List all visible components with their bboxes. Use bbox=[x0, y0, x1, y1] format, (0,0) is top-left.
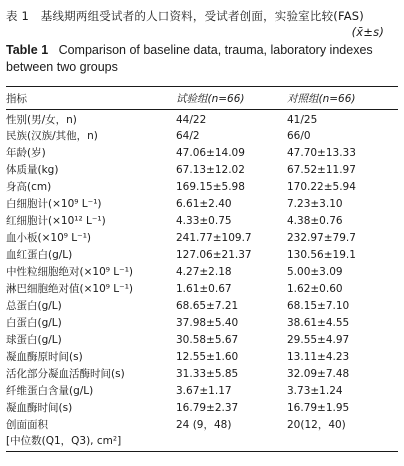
row-test-value: 67.13±12.02 bbox=[176, 164, 245, 176]
row-control-value: 3.73±1.24 bbox=[287, 385, 343, 397]
row-label: 活化部分凝血活酶时间(s) bbox=[6, 368, 125, 380]
row-test-value: 127.06±21.37 bbox=[176, 249, 252, 261]
row-control-value: 38.61±4.55 bbox=[287, 317, 350, 329]
row-control-value: 4.38±0.76 bbox=[287, 215, 343, 227]
row-label: 体质量(kg) bbox=[6, 164, 59, 176]
row-test-value: 30.58±5.67 bbox=[176, 334, 239, 346]
row-test-value: 31.33±5.85 bbox=[176, 368, 239, 380]
row-label: 总蛋白(g/L) bbox=[6, 300, 62, 312]
row-label: 性别(男/女，n) bbox=[6, 114, 77, 126]
table-bottom-rule bbox=[6, 451, 398, 452]
row-test-value: 1.61±0.67 bbox=[176, 283, 232, 295]
row-control-value: 232.97±79.7 bbox=[287, 232, 356, 244]
row-test-value: 4.27±2.18 bbox=[176, 266, 232, 278]
caption-en-title: Comparison of baseline data, trauma, laboratory indexes between two groups bbox=[6, 43, 373, 74]
caption-zh-line2: (x̄±s) bbox=[351, 25, 384, 39]
row-test-value: 169.15±5.98 bbox=[176, 181, 245, 193]
row-control-value: 67.52±11.97 bbox=[287, 164, 356, 176]
row-label: 创面面积 bbox=[6, 419, 48, 431]
row-test-value: 241.77±109.7 bbox=[176, 232, 252, 244]
row-label: 血小板(×10⁹ L⁻¹) bbox=[6, 232, 91, 244]
row-label: 白蛋白(g/L) bbox=[6, 317, 62, 329]
row-control-value: 7.23±3.10 bbox=[287, 198, 343, 210]
row-label: 淋巴细胞绝对值(×10⁹ L⁻¹) bbox=[6, 283, 133, 295]
row-control-value: 16.79±1.95 bbox=[287, 402, 350, 414]
row-control-value: 5.00±3.09 bbox=[287, 266, 343, 278]
row-test-value: 12.55±1.60 bbox=[176, 351, 239, 363]
row-test-value: 6.61±2.40 bbox=[176, 198, 232, 210]
row-control-value: 66/0 bbox=[287, 130, 311, 142]
row-label: 身高(cm) bbox=[6, 181, 52, 193]
table-header-rule bbox=[6, 109, 398, 110]
row-label: 年龄(岁) bbox=[6, 147, 46, 159]
row-test-value: 47.06±14.09 bbox=[176, 147, 245, 159]
caption-en-label: Table 1 bbox=[6, 43, 49, 57]
header-control-group: 对照组(n=66) bbox=[287, 93, 356, 105]
row-control-value: 41/25 bbox=[287, 114, 318, 126]
row-control-value: 20(12，40) bbox=[287, 419, 346, 431]
row-control-value: 32.09±7.48 bbox=[287, 368, 350, 380]
row-control-value: 29.55±4.97 bbox=[287, 334, 350, 346]
caption-zh-line1: 表 1 基线期两组受试者的人口资料，受试者创面，实验室比较(FAS) bbox=[6, 9, 364, 23]
row-test-value: 4.33±0.75 bbox=[176, 215, 232, 227]
table-caption-chinese bbox=[6, 8, 398, 40]
row-label: 球蛋白(g/L) bbox=[6, 334, 62, 346]
row-control-value: 47.70±13.33 bbox=[287, 147, 356, 159]
header-test-group: 试验组(n=66) bbox=[176, 93, 245, 105]
row-label: 凝血酶时间(s) bbox=[6, 402, 73, 414]
row-label: 红细胞计(×10¹² L⁻¹) bbox=[6, 215, 106, 227]
row-control-value: 130.56±19.1 bbox=[287, 249, 356, 261]
row-label: [中位数(Q1，Q3), cm²] bbox=[6, 435, 122, 447]
row-label: 凝血酶原时间(s) bbox=[6, 351, 83, 363]
row-control-value: 13.11±4.23 bbox=[287, 351, 350, 363]
row-label: 纤维蛋白含量(g/L) bbox=[6, 385, 94, 397]
row-test-value: 3.67±1.17 bbox=[176, 385, 232, 397]
row-test-value: 68.65±7.21 bbox=[176, 300, 239, 312]
row-test-value: 24 (9，48) bbox=[176, 419, 232, 431]
row-label: 血红蛋白(g/L) bbox=[6, 249, 73, 261]
row-control-value: 68.15±7.10 bbox=[287, 300, 350, 312]
row-test-value: 44/22 bbox=[176, 114, 207, 126]
row-control-value: 170.22±5.94 bbox=[287, 181, 356, 193]
row-label: 中性粒细胞绝对(×10⁹ L⁻¹) bbox=[6, 266, 133, 278]
table-top-rule bbox=[6, 86, 398, 87]
row-label: 民族(汉族/其他，n) bbox=[6, 130, 98, 142]
row-label: 白细胞计(×10⁹ L⁻¹) bbox=[6, 198, 102, 210]
row-test-value: 64/2 bbox=[176, 130, 200, 142]
row-test-value: 16.79±2.37 bbox=[176, 402, 239, 414]
row-control-value: 1.62±0.60 bbox=[287, 283, 343, 295]
header-indicator: 指标 bbox=[6, 93, 27, 105]
row-test-value: 37.98±5.40 bbox=[176, 317, 239, 329]
table-caption-english bbox=[6, 42, 398, 76]
